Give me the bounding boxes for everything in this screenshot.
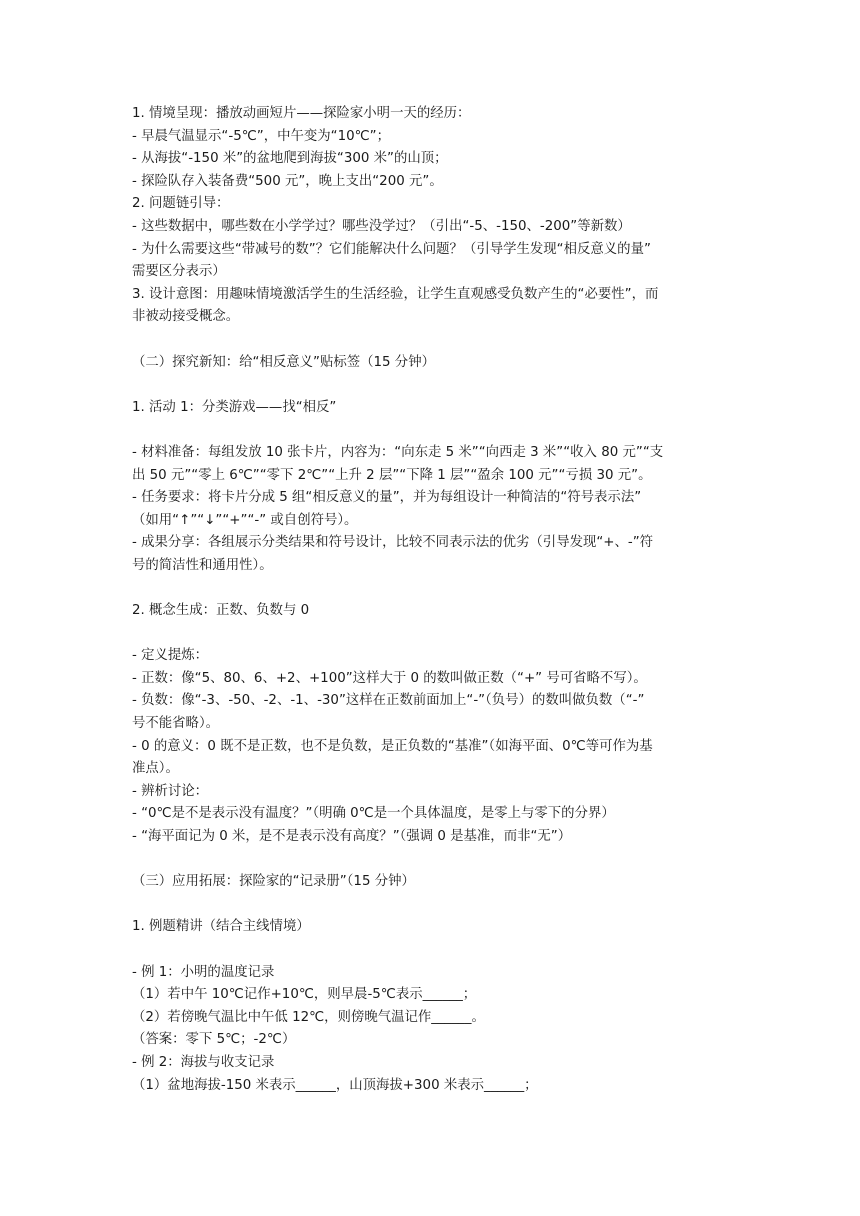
text-line: - 0 的意义：0 既不是正数，也不是负数，是正负数的“基准”（如海平面、0℃等可作为基 [132, 738, 653, 754]
text-line: 号的简洁性和通用性）。 [132, 557, 273, 573]
document-body [132, 103, 732, 1097]
text-line: 号不能省略）。 [132, 716, 220, 732]
text-line: - 辨析讨论： [132, 783, 209, 799]
text-line: 2. 问题链引导： [132, 196, 230, 212]
text-line: - “0℃是不是表示没有温度？”（明确 0℃是一个具体温度，是零上与零下的分界） [132, 806, 615, 822]
blank-line [132, 577, 732, 600]
section-heading: （三）应用拓展：探险家的“记录册”（15 分钟） [132, 874, 415, 890]
text-line: - 正数：像“5、80、6、+2、+100”这样大于 0 的数叫做正数（“+” 号可省略不写）。 [132, 670, 647, 686]
section-heading: （二）探究新知：给“相反意义”贴标签（15 分钟） [132, 354, 435, 370]
text-line: - 任务要求：将卡片分成 5 组“相反意义的量”，并为每组设计一种简洁的“符号表示法” [132, 490, 642, 506]
text-line: - 负数：像“-3、-50、-2、-1、-30”这样在正数前面加上“-”（负号）的数叫做负数（“-” [132, 693, 645, 709]
text-line: 需要区分表示） [132, 264, 226, 280]
blank-line [132, 623, 732, 646]
text-line: - 例 2：海拔与收支记录 [132, 1054, 275, 1070]
text-line: - 早晨气温显示“-5℃”，中午变为“10℃”； [132, 128, 390, 144]
blank-line [132, 894, 732, 917]
subsection-heading: 1. 例题精讲（结合主线情境） [132, 919, 310, 935]
text-line: （答案：零下 5℃；-2℃） [132, 1032, 296, 1048]
text-line: - 探险队存入装备费“500 元”，晚上支出“200 元”。 [132, 173, 443, 189]
text-line: （1）若中午 10℃记作+10℃，则早晨-5℃表示______； [132, 987, 477, 1003]
blank-line [132, 374, 732, 397]
text-line: 出 50 元”“零上 6℃”“零下 2℃”“上升 2 层”“下降 1 层”“盈余 100 元”“亏损 30 元”。 [132, 467, 652, 483]
text-line: 3. 设计意图：用趣味情境激活学生的生活经验，让学生直观感受负数产生的“必要性”，而 [132, 286, 659, 302]
text-line: - “海平面记为 0 米，是不是表示没有高度？”（强调 0 是基准，而非“无”） [132, 829, 572, 844]
text-line: - 为什么需要这些“带减号的数”？它们能解决什么问题？（引导学生发现“相反意义的量” [132, 241, 651, 257]
text-line: 1. 情境呈现：播放动画短片——探险家小明一天的经历： [132, 106, 471, 121]
text-line: - 这些数据中，哪些数在小学学过？哪些没学过？（引出“-5、-150、-200”等新数） [132, 218, 631, 234]
text-line: 非被动接受概念。 [132, 309, 240, 325]
subsection-heading: 1. 活动 1：分类游戏——找“相反” [132, 399, 337, 415]
blank-line [132, 849, 732, 872]
blank-line [132, 939, 732, 962]
text-line: - 例 1：小明的温度记录 [132, 964, 275, 980]
text-line: （如用“↑”“↓”“+”“-” 或自创符号）。 [132, 512, 358, 528]
text-line: （1）盆地海拔-150 米表示______，山顶海拔+300 米表示______； [132, 1077, 538, 1093]
subsection-heading: 2. 概念生成：正数、负数与 0 [132, 603, 310, 619]
text-line: - 材料准备：每组发放 10 张卡片，内容为：“向东走 5 米”“向西走 3 米”“收入 80 元”“支 [132, 444, 664, 460]
text-line: - 定义提炼： [132, 648, 209, 664]
text-line: - 成果分享：各组展示分类结果和符号设计，比较不同表示法的优劣（引导发现“+、-”符 [132, 535, 654, 551]
text-line: 准点）。 [132, 761, 179, 777]
blank-line [132, 419, 732, 442]
blank-line [132, 329, 732, 352]
text-line: - 从海拔“-150 米”的盆地爬到海拔“300 米”的山顶； [132, 151, 448, 167]
text-line: （2）若傍晚气温比中午低 12℃，则傍晚气温记作______。 [132, 1009, 485, 1025]
